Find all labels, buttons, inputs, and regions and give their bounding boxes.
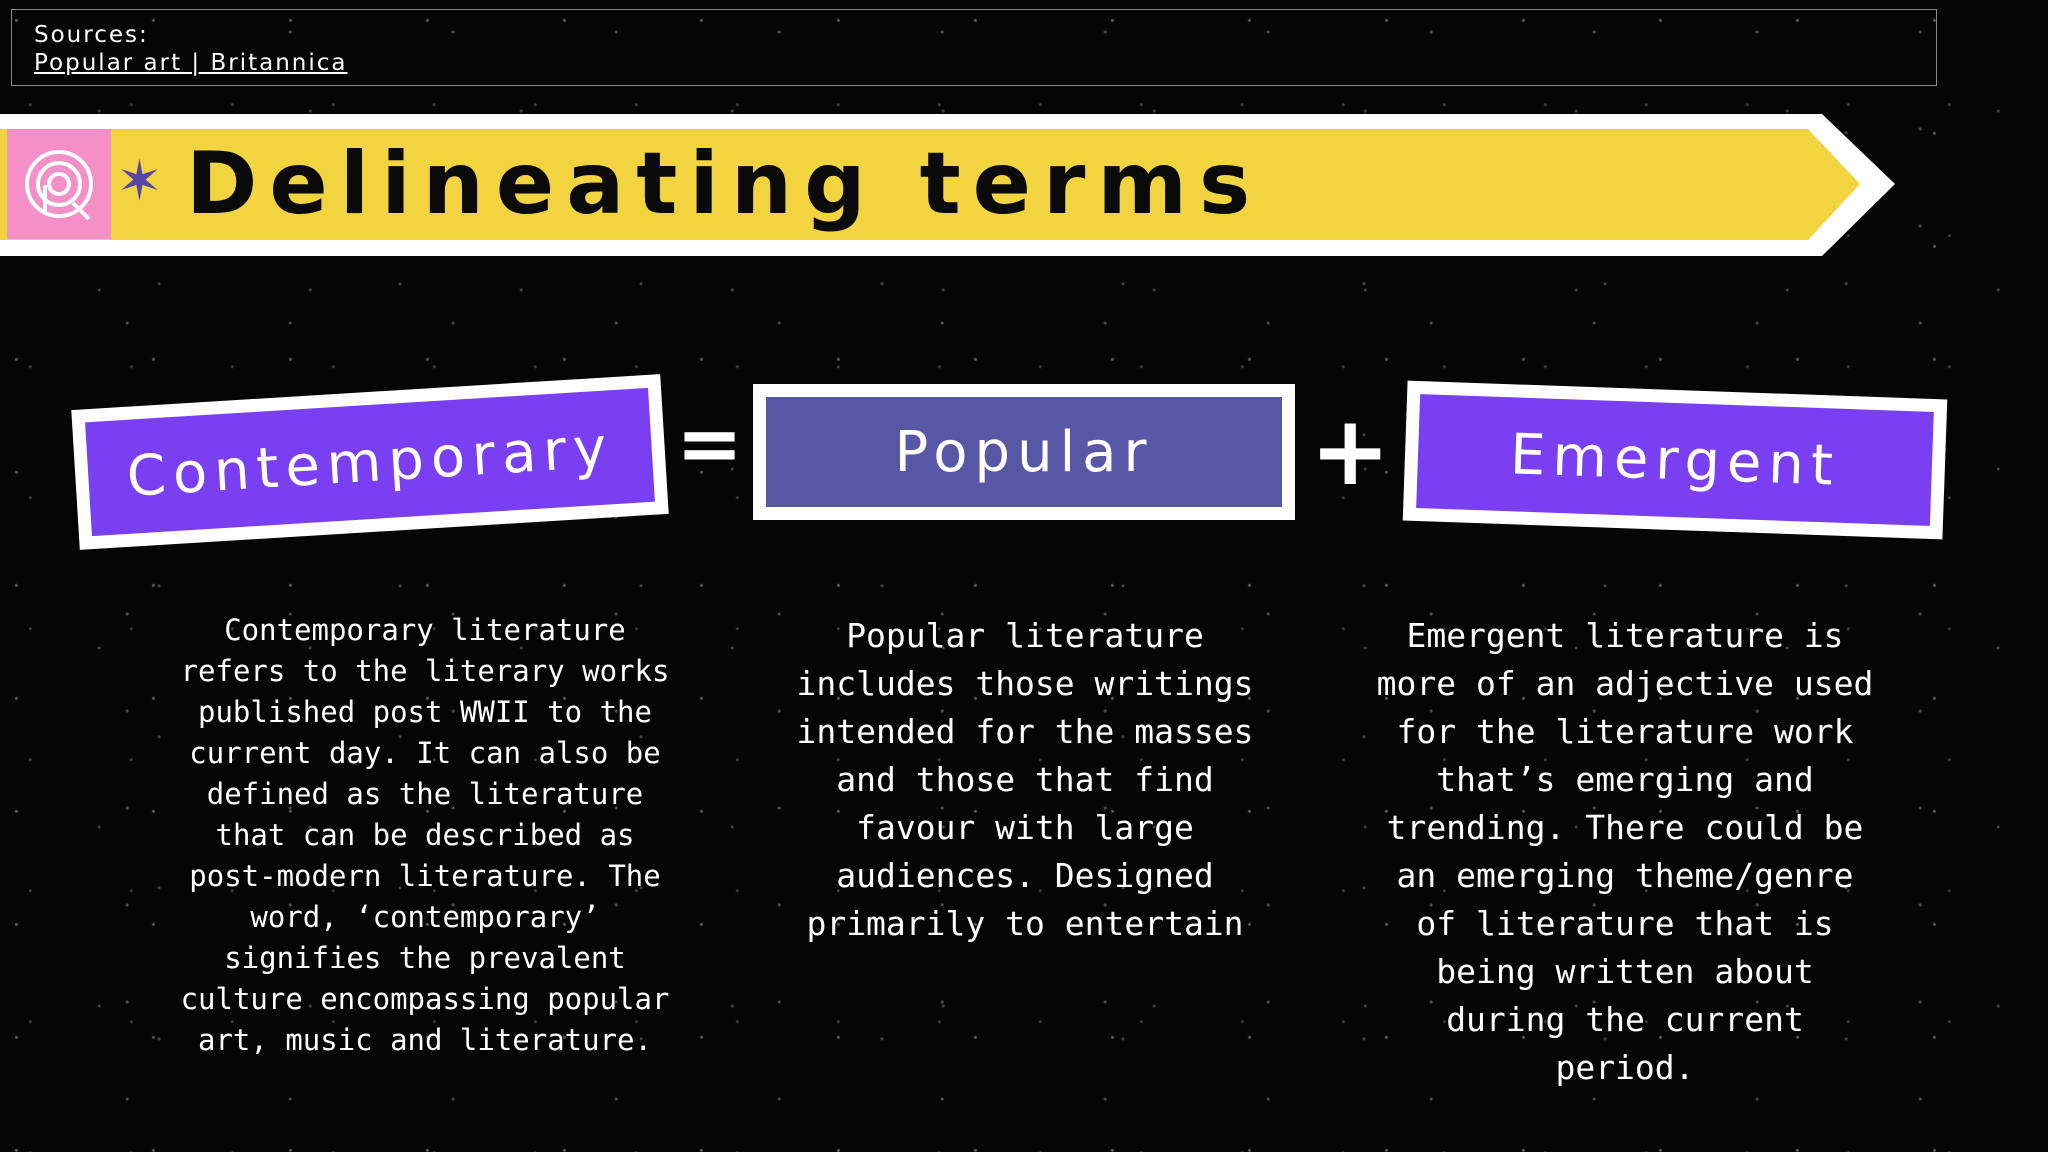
logo-badge <box>7 129 111 239</box>
equals-sign: = <box>676 397 744 490</box>
emergent-description: Emergent literature is more of an adjective used for the literature work that’s emerging and trending. There could be an emerging theme/genre of literature that is being written about during the current period. <box>1376 616 1874 1087</box>
contemporary-description: Contemporary literature refers to the literary works published post WWII to the current day. It can also be defined as the literature that can be described as post-modern literature. The word, ‘contemporary’ signifies the prevalent culture encompassing popular art, music and literature. <box>180 613 670 1057</box>
sources-box <box>11 9 1937 86</box>
page-title: Delineating terms <box>186 134 1263 234</box>
term-emergent <box>1403 381 1948 540</box>
popular-description: Popular literature includes those writings intended for the masses and those that find favour with large audiences. Designed primarily to entertain <box>796 616 1254 943</box>
plus-sign: + <box>1310 395 1391 507</box>
term-label: Contemporary <box>85 388 655 536</box>
logo-icon <box>7 129 111 239</box>
source-link[interactable]: Popular art | Britannica <box>34 50 348 76</box>
term-label: Popular <box>766 397 1282 507</box>
title-banner <box>0 112 1900 258</box>
star-icon: ✶ <box>116 149 163 214</box>
term-popular <box>753 384 1295 520</box>
term-contemporary <box>71 374 668 550</box>
sources-heading: Sources: <box>34 22 149 48</box>
term-label: Emergent <box>1416 394 1934 526</box>
